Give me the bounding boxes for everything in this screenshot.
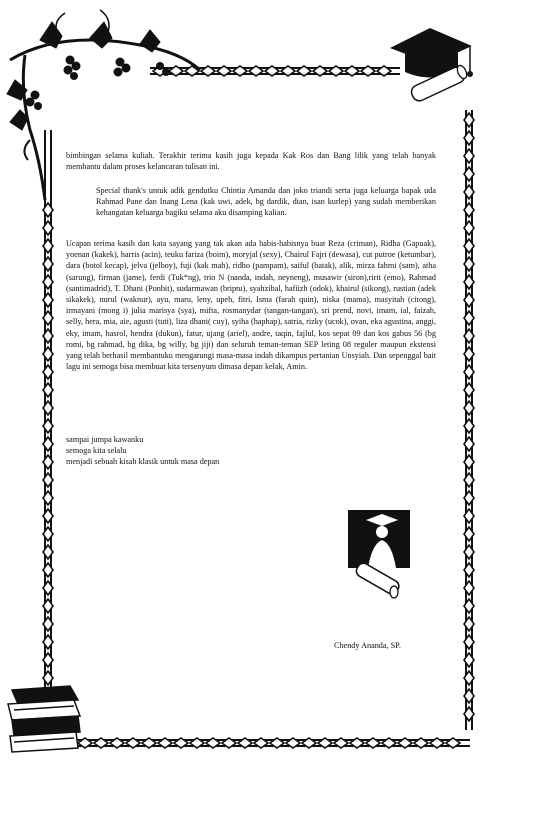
books-stack-icon	[8, 686, 80, 752]
song-lyric	[66, 434, 436, 468]
signature: Chendy Ananda, SP.	[334, 641, 401, 650]
lyric-line: menjadi sebuah kisah klasik untuk masa depan	[66, 457, 220, 467]
lyric-line: semoga kita selalu	[66, 446, 127, 456]
graduate-emblem-icon	[348, 510, 410, 598]
lyric-line: sampai jumpa kawanku	[66, 435, 144, 444]
paragraph-thanks-mentors: bimbingan selama kuliah. Terakhir terima kasih juga kepada Kak Ros dan Bang lilik yang telah banyak membantu dalam proses kelancaran tulisan ini.	[66, 151, 436, 172]
paragraph-special-thanks: Special thank's untuk adik gendutku Chintia Amanda dan joko triandi serta juga keluarga bapak uda Rahmad Pane dan Inang Lena (kak uwi, adek, bg dardik, dian, isan kurlep) yang sudah memberikan kehangatan keluarga bagiku selama aku disamping kalian.	[96, 186, 436, 218]
paragraph-friends: Ucapan terima kasih dan kata sayang yang tak akan ada habis-habisnya buat Reza (criman), Ridha (Gapuak), yoenan (kakek), harris (acin), teuku fariza (boim), moryjal (sexy), Chairul Fajri (dewasa), cut putroe (ketumbar), dara (botol kecap), jelva (jelboy), fuji (kak mah), ridho (pampam), saiful (batak), alik, mirza fahmi (sam), atha (sarung), firman (jame), ferdi (Tuk*ng), trio N (nanda, indah, neyneng), musawir (siron),ririt (emo), Rahmad (santimadrid), T. Dhani (Ponbit), sudarmawan (briptu), syahzibal, hafiizh (odok), khairul (sikong), rustian (adek sikakek), nurul (waknur), ayu, maru, leny, upeh, fitri, Isma (farah quin), niska (mama), masyitah (citong), irmayani (mong i) julia marisya (sya), mifta, rosmanydar (tangan-tangan), sri prend, novi, imam, ial, faizah, selly, hera, mia, aie, agusti (tuti), liza dhani( cuy), syiha (haphap), satria, rizky (ucok), ovan, eka agustina, anggi, eky, imam, hasrol, hendra (dukun), fatur, ujang (ariel), andre, taqin, fajlul, kos sepat 09 dan kos gabus 56 (bg romi, bg rahmad, bg dika, bg willy, bg jiji) dan seluruh teman-teman SEP leting 08 reguler maupun ekstensi yang telah berhasil membantuku mengarungi masa-masa indah dikampus pertanian Unsyiah. Dan sepenggal bait lagu ini semoga bisa membuat kita tersenyum dimasa depan kelak, Amin.	[66, 239, 436, 372]
graduation-cap-icon	[390, 28, 473, 103]
